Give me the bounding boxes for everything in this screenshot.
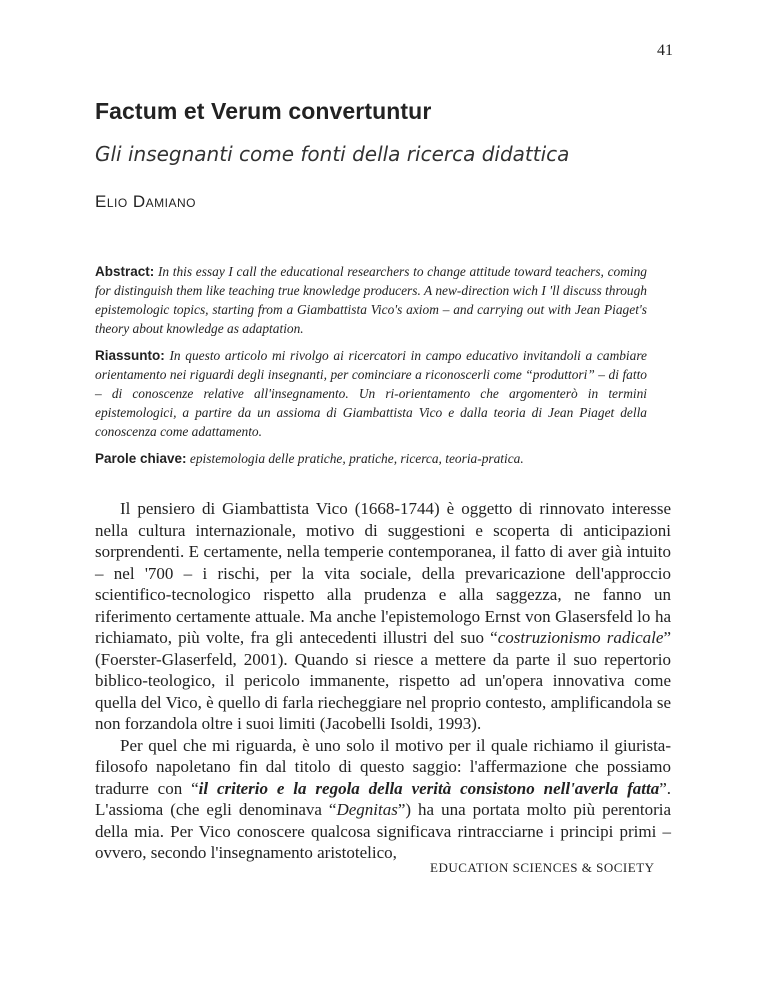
p2-text-b: ”. L'assioma (che egli denominava “ xyxy=(95,778,672,819)
body-paragraph-1 xyxy=(95,498,671,735)
keywords-block xyxy=(95,449,647,468)
page-number: 41 xyxy=(657,42,673,59)
p1-emphasis: costruzionismo radicale xyxy=(497,628,664,647)
p2-quote: il criterio e la regola della verità consistono nell'averla fatta xyxy=(198,778,660,798)
p1-text-a: Il pensiero di Giambattista Vico (1668-1744) è oggetto di rinnovato interesse nella cultura internazionale, motivo di suggestioni e scoperta di anticipazioni sorprendenti. E certamente, nella temperie contemporanea, il fatto di aver già intuito – nel '700 – i rischi, per la vita sociale, della prevaricazione dell'approccio scientifico-tecnologico rispetto alla prudenza e alla saggezza, ne fanno un riferimento certamente attuale. Ma anche l'epistemologo Ernst von Glasersfeld lo ha richiamato, più volte, fra gli antecedenti illustri del suo “ xyxy=(95,499,671,647)
riassunto-text: In questo articolo mi rivolgo ai ricercatori in campo educativo invitandoli a cambiare orientamento nei riguardi degli insegnanti, per cominciare a riconoscerli come “produttori” – di fatto – di conoscenze relative all'insegnamento. Un ri-orientamento che argomenterò in termini epistemologici, a partire da un assioma di Giambattista Vico e dalla teoria di Jean Piaget della conoscenza come adattamento. xyxy=(95,348,648,439)
p2-text-c: ”) ha una portata molto più perentoria della mia. Per Vico conoscere qualcosa significava rintracciarne i principi primi – ovvero, secondo l'insegnamento aristotelico, xyxy=(95,800,671,862)
article-title: Factum et Verum convertuntur xyxy=(95,98,432,124)
article-subtitle: Gli insegnanti come fonti della ricerca didattica xyxy=(95,142,570,166)
keywords-label: Parole chiave: xyxy=(95,451,187,466)
journal-footer: EDUCATION SCIENCES & SOCIETY xyxy=(430,860,655,875)
body-paragraph-2 xyxy=(95,735,671,864)
p2-emphasis: Degnitas xyxy=(336,800,398,819)
p2-text-a: Per quel che mi riguarda, è uno solo il motivo per il quale richiamo il giurista-filosofo napoletano fin dal titolo di questo saggio: l'affermazione che possiamo tradurre con “ xyxy=(95,735,671,798)
riassunto-block xyxy=(95,346,647,441)
article-body xyxy=(95,498,671,864)
p1-text-b: ” (Foerster-Glaserfeld, 2001). Quando si riesce a mettere da parte il suo repertorio biblico-teologico, il pericolo immanente, rispetto ad un'opera innovativa come quella del Vico, è quello di farla riecheggiare nel proprio contesto, amplificandola se non forzandola oltre i suoi limiti (Jacobelli Isoldi, 1993). xyxy=(95,628,671,733)
abstract-text: In this essay I call the educational researchers to change attitude toward teachers, coming for distinguish them like teaching true knowledge producers. A new-direction wich I 'll discuss through epistemologic topics, starting from a Giambattista Vico's axiom – and carrying out with Jean Piaget's theory about knowledge as adaptation. xyxy=(95,264,647,336)
keywords-text: epistemologia delle pratiche, pratiche, ricerca, teoria-pratica. xyxy=(189,451,524,466)
abstract-block xyxy=(95,262,647,338)
author-name: Elio Damiano xyxy=(95,192,197,211)
abstract-label: Abstract: xyxy=(95,264,155,279)
riassunto-label: Riassunto: xyxy=(95,348,165,363)
